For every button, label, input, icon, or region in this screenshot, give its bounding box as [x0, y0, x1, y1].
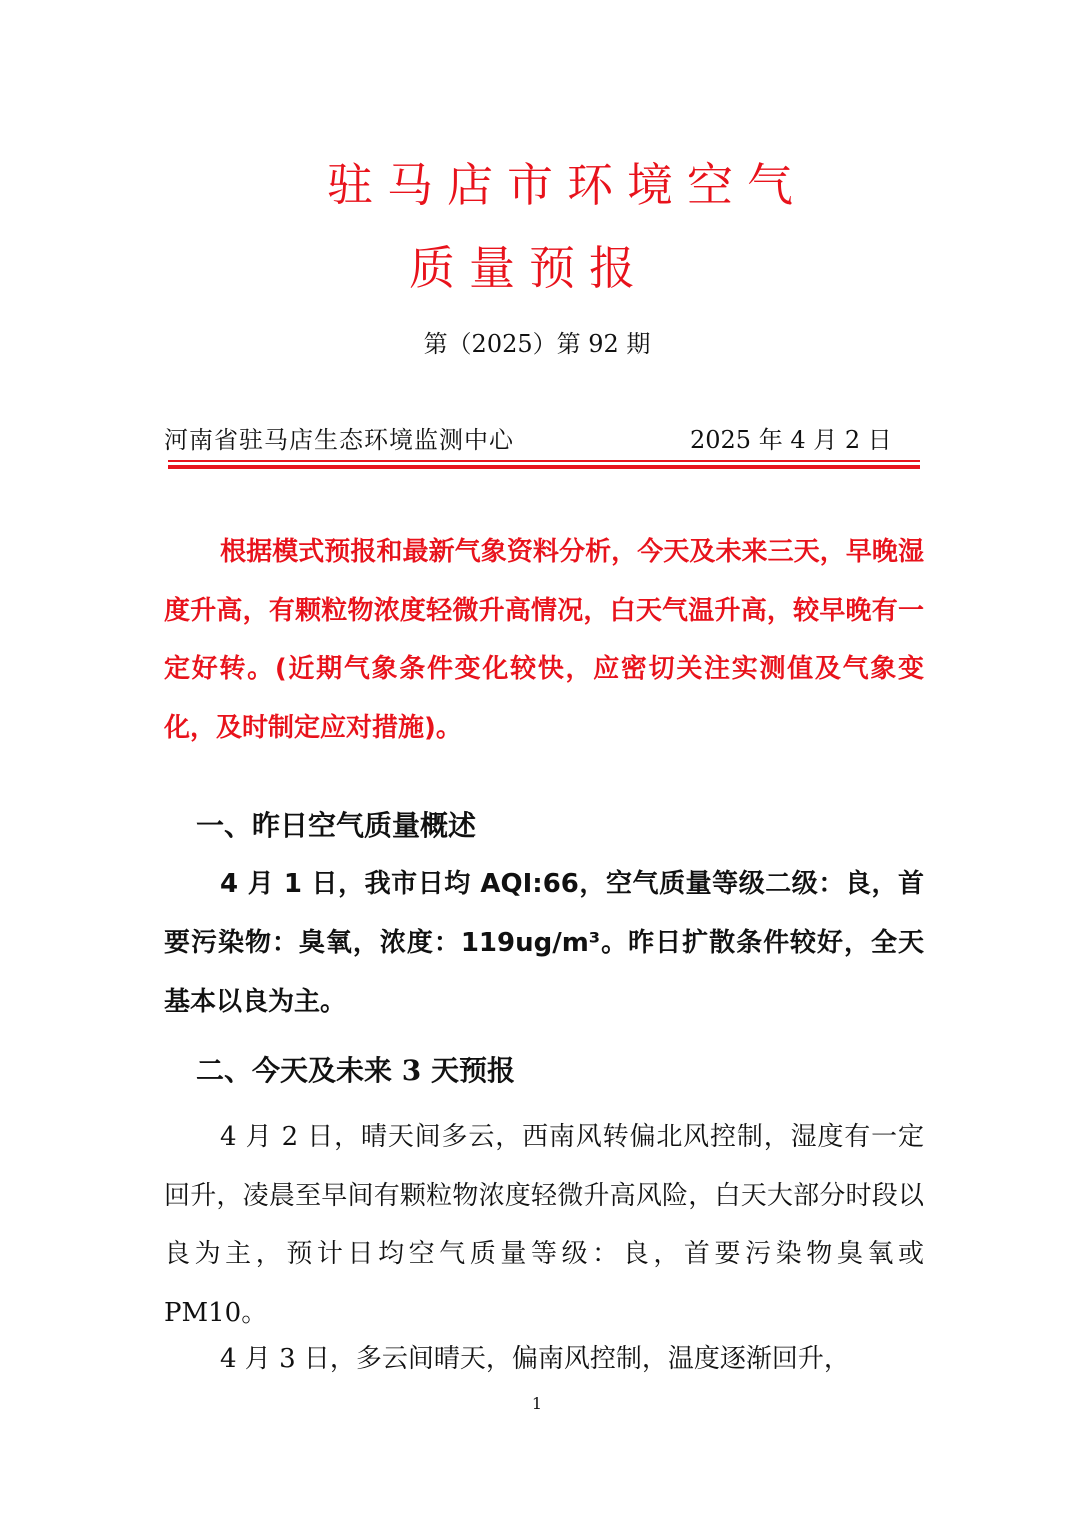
report-title-line2: 质量预报 — [409, 241, 649, 295]
page-number: 1 — [531, 1394, 543, 1413]
header-rule-thin — [168, 460, 920, 462]
issue-number: 第（2025）第 92 期 — [423, 330, 651, 358]
forecast-day2: 4 月 3 日，多云间晴天，偏南风控制，温度逐渐回升， — [220, 1344, 850, 1374]
report-title-line1: 驻马店市环境空气 — [327, 158, 807, 212]
forecast-day1: 4 月 2 日，晴天间多云，西南风转偏北风控制，湿度有一定回升，凌晨至早间有颗粒物浓度轻微升高风险，白天大部分时段以良为主，预计日均空气质量等级：良，首要污染物臭氧或 PM10。 — [164, 1122, 924, 1328]
section1-heading: 一、昨日空气质量概述 — [196, 809, 477, 842]
forecast-summary: 根据模式预报和最新气象资料分析，今天及未来三天，早晚湿度升高，有颗粒物浓度轻微升高情况，白天气温升高，较早晚有一定好转。(近期气象条件变化较快，应密切关注实测值及气象变化，及时制定应对措施)。 — [164, 537, 924, 743]
header-rule-thick — [168, 465, 920, 469]
section2-heading: 二、今天及未来 3 天预报 — [196, 1054, 515, 1087]
issuing-agency: 河南省驻马店生态环境监测中心 — [164, 426, 514, 454]
section1-body: 4 月 1 日，我市日均 AQI:66，空气质量等级二级：良，首要污染物：臭氧，浓度：119ug/m³。昨日扩散条件较好，全天基本以良为主。 — [164, 869, 924, 1017]
issue-date: 2025 年 4 月 2 日 — [690, 426, 892, 454]
